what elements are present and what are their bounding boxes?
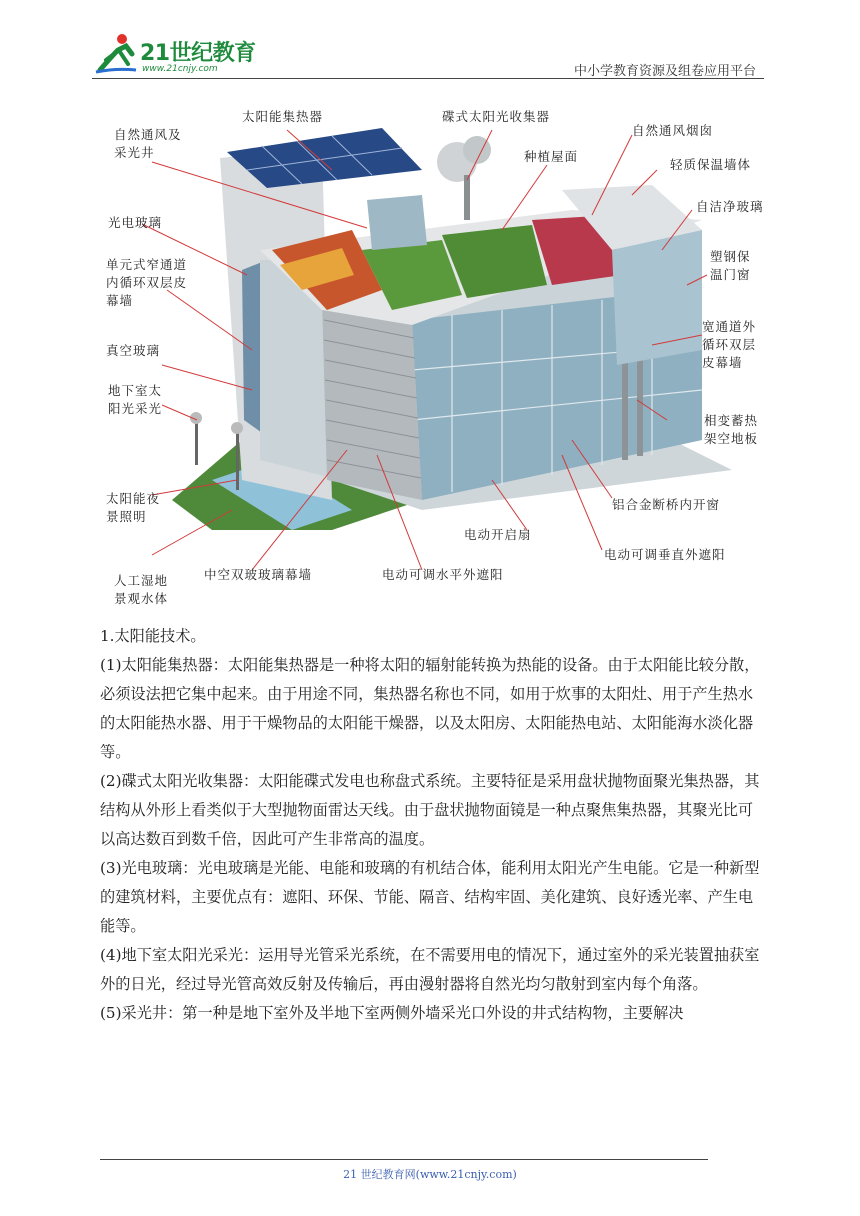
label-self-clean-glass: 自洁净玻璃 bbox=[696, 199, 764, 214]
building-illustration bbox=[92, 100, 768, 612]
runner-logo-icon bbox=[92, 30, 140, 76]
paragraph-solar-collector: (1)太阳能集热器：太阳能集热器是一种将太阳的辐射能转换为热能的设备。由于太阳能比较分散，必须设法把它集中起来。由于用途不同，集热器名称也不同，如用于炊事的太阳灶、用于产生热水的太阳能热水器、用于干燥物品的太阳能干燥器，以及太阳房、太阳能热电站、太阳能海水淡化器等。 bbox=[100, 656, 760, 761]
label-solar-collector: 太阳能集热器 bbox=[242, 109, 324, 124]
label-wide-channel: 宽通道外 循环双层 皮幕墙 bbox=[702, 319, 757, 370]
paragraph-basement-light: (4)地下室太阳光采光：运用导光管采光系统，在不需要用电的情况下，通过室外的采光装置抽获室外的日光，经过导光管高效反射及传输后，再由漫射器将自然光均匀散射到室内每个角落。 bbox=[100, 946, 760, 993]
page-header bbox=[92, 30, 764, 80]
label-light-wall: 轻质保温墙体 bbox=[670, 157, 752, 172]
label-phase-floor: 相变蓄热 架空地板 bbox=[704, 413, 759, 446]
label-planted-roof: 种植屋面 bbox=[524, 149, 579, 164]
paragraph-dish-collector: (2)碟式太阳光收集器：太阳能碟式发电也称盘式系统。主要特征是采用盘状抛物面聚光集热器，其结构从外形上看类似于大型抛物面雷达天线。由于盘状抛物面镜是一种点聚焦集热器，其聚光比可以高达数百到数千倍，因此可产生非常高的温度。 bbox=[100, 772, 760, 848]
label-narrow-channel: 单元式窄通道 内循环双层皮 幕墙 bbox=[106, 257, 188, 308]
label-hollow-curtain: 中空双玻玻璃幕墙 bbox=[204, 567, 313, 582]
label-basement-light: 地下室太 阳光采光 bbox=[108, 383, 163, 416]
label-aluminum-window: 铝合金断桥内开窗 bbox=[612, 497, 721, 512]
logo-text: 21世纪教育 bbox=[140, 41, 256, 66]
label-horizontal-shade: 电动可调水平外遮阳 bbox=[382, 567, 504, 582]
label-dish-collector: 碟式太阳光收集器 bbox=[442, 109, 551, 124]
label-pv-glass: 光电玻璃 bbox=[108, 215, 163, 230]
label-vacuum-glass: 真空玻璃 bbox=[106, 343, 161, 358]
paragraph-pv-glass: (3)光电玻璃：光电玻璃是光能、电能和玻璃的有机结合体，能利用太阳光产生电能。它是一种新型的建筑材料，主要优点有：遮阳、环保、节能、隔音、结构牢固、美化建筑、良好透光率、产生电能等。 bbox=[100, 859, 760, 935]
label-plastic-window: 塑钢保 温门窗 bbox=[710, 249, 751, 282]
site-logo[interactable] bbox=[92, 30, 272, 78]
logo-url: www.21cnjy.com bbox=[142, 64, 218, 74]
platform-title: 中小学教育资源及组卷应用平台 bbox=[573, 64, 756, 79]
header-divider bbox=[92, 78, 764, 79]
green-building-figure bbox=[92, 100, 768, 612]
article-body bbox=[100, 622, 766, 1028]
paragraph-light-well: (5)采光井：第一种是地下室外及半地下室两侧外墙采光口外设的井式结构物，主要解决 bbox=[100, 1004, 684, 1022]
label-electric-sash: 电动开启扇 bbox=[464, 527, 532, 542]
footer-divider bbox=[100, 1159, 708, 1160]
label-night-light: 太阳能夜 景照明 bbox=[106, 491, 161, 524]
label-vertical-shade: 电动可调垂直外遮阳 bbox=[604, 547, 726, 562]
label-wetland: 人工湿地 景观水体 bbox=[114, 573, 169, 606]
section-heading: 1.太阳能技术。 bbox=[100, 627, 206, 645]
page-footer[interactable]: 21 世纪教育网(www.21cnjy.com) bbox=[343, 1168, 517, 1181]
label-natural-vent: 自然通风及 采光井 bbox=[114, 127, 182, 160]
label-vent-chimney: 自然通风烟囱 bbox=[632, 123, 714, 138]
